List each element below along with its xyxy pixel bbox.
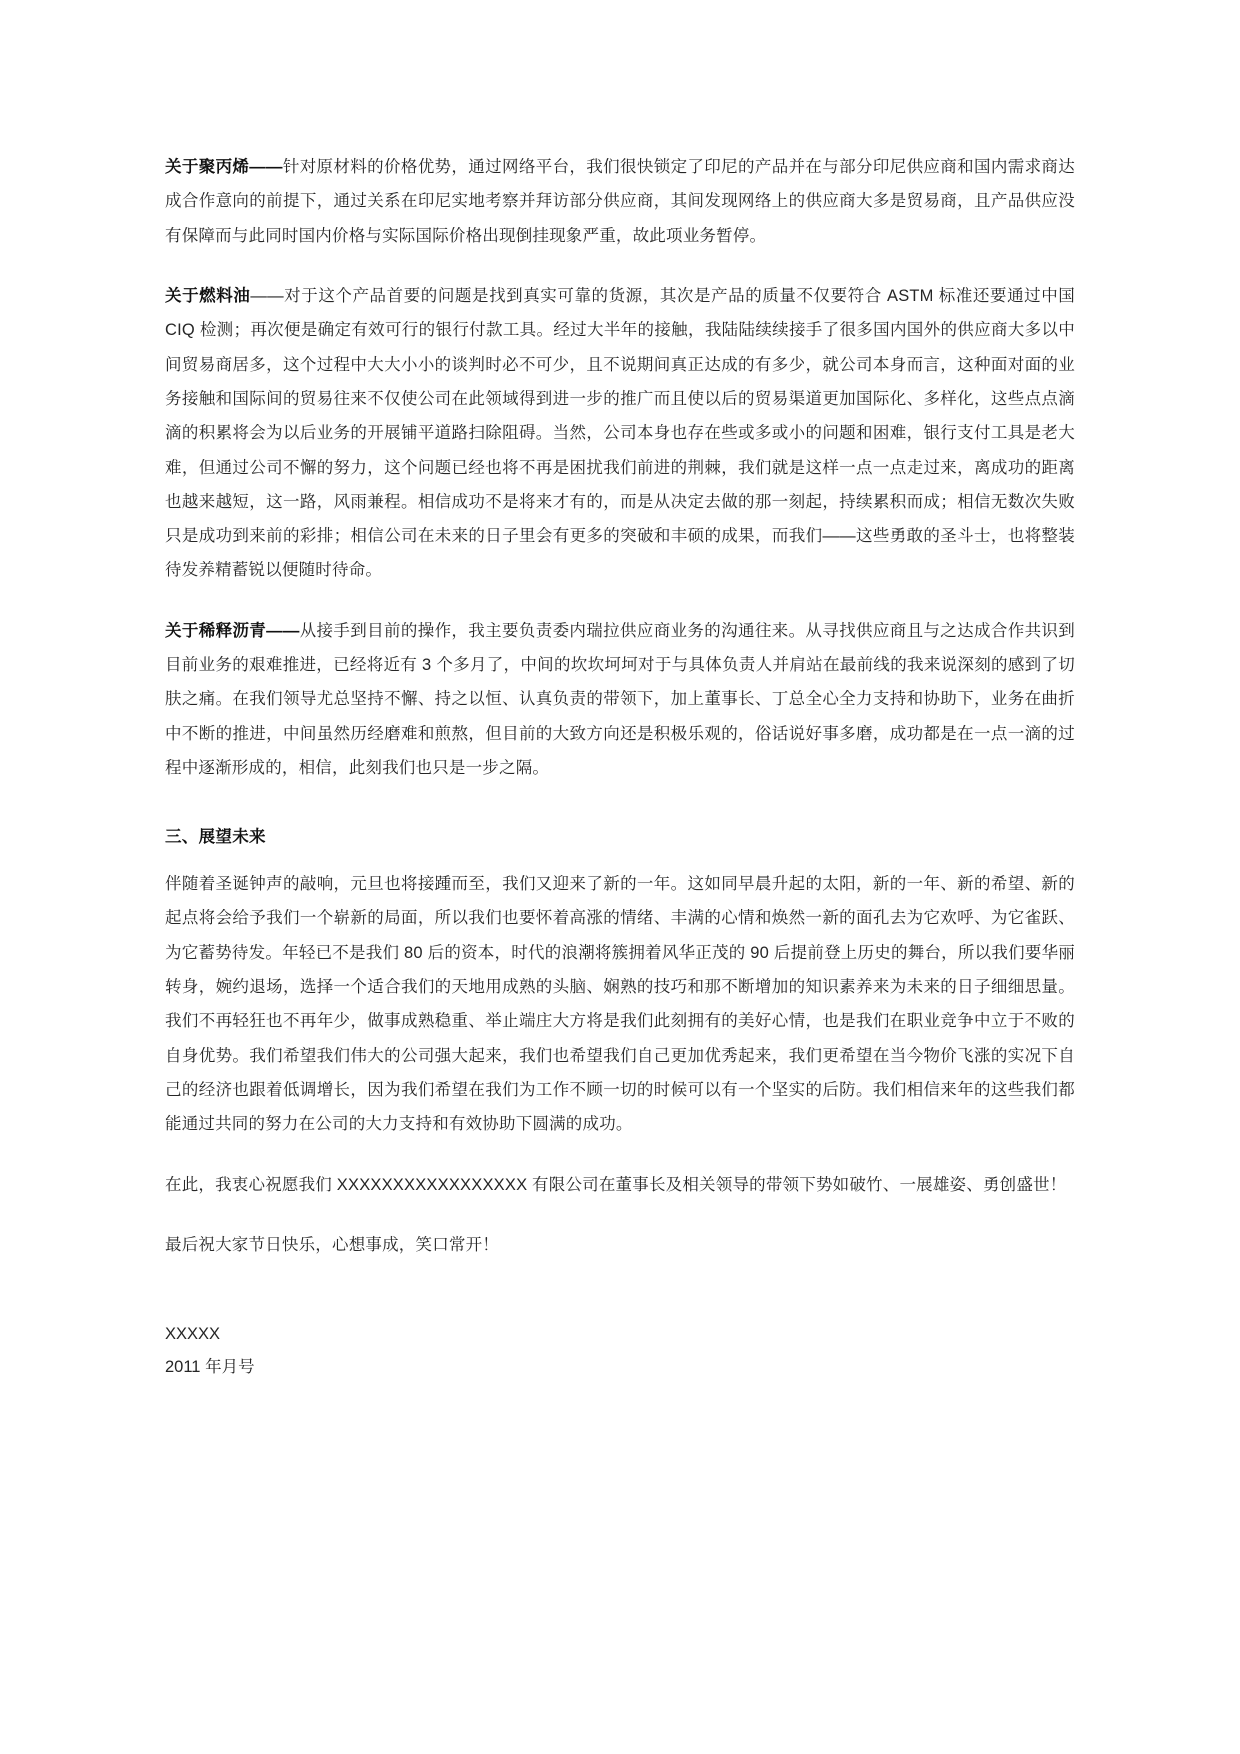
paragraph-lead-diluted-asphalt: 关于稀释沥青——	[165, 621, 300, 640]
paragraph-lead-fuel-oil: 关于燃料油	[165, 286, 251, 305]
paragraph-outlook-1: 伴随着圣诞钟声的敲响，元旦也将接踵而至，我们又迎来了新的一年。这如同早晨升起的太阳，新的一年、新的希望、新的起点将会给予我们一个崭新的局面，所以我们也要怀着高涨的情绪、丰满的心情和焕然一新的面孔去为它欢呼、为它雀跃、为它蓄势待发。年轻已不是我们 80 后的资本，时代的浪潮将簇拥着风华正茂的 90 后提前登上历史的舞台，所以我们要华丽转身，婉约退场，选择一个适合我们的天地用成熟的头脑、娴熟的技巧和那不断增加的知识素养来为未来的日子细细思量。我们不再轻狂也不再年少，做事成熟稳重、举止端庄大方将是我们此刻拥有的美好心情，也是我们在职业竞争中立于不败的自身优势。我们希望我们伟大的公司强大起来，我们也希望我们自己更加优秀起来，我们更希望在当今物价飞涨的实况下自己的经济也跟着低调增长，因为我们希望在我们为工作不顾一切的时候可以有一个坚实的后防。我们相信来年的这些我们都能通过共同的努力在公司的大力支持和有效协助下圆满的成功。	[165, 875, 1075, 1134]
section-heading-outlook: 三、展望未来	[165, 828, 266, 847]
paragraph-text-fuel-oil: ——对于这个产品首要的问题是找到真实可靠的货源，其次是产品的质量不仅要符合 ASTM 标准还要通过中国 CIQ 检测；再次便是确定有效可行的银行付款工具。经过大半年的接触，我陆陆续续接手了很多国内国外的供应商大多以中间贸易商居多，这个过程中大大小小的谈判时必不可少，且不说期间真正达成的有多少，就公司本身而言，这种面对面的业务接触和国际间的贸易往来不仅使公司在此领域得到进一步的推广而且使以后的贸易渠道更加国际化、多样化，这些点点滴滴的积累将会为以后业务的开展铺平道路扫除阻碍。当然，公司本身也存在些或多或小的问题和困难，银行支付工具是老大难，但通过公司不懈的努力，这个问题已经也将不再是困扰我们前进的荆棘，我们就是这样一点一点走过来，离成功的距离也越来越短，这一路，风雨兼程。相信成功不是将来才有的，而是从决定去做的那一刻起，持续累积而成；相信无数次失败只是成功到来前的彩排；相信公司在未来的日子里会有更多的突破和丰硕的成果，而我们——这些勇敢的圣斗士，也将整装待发养精蓄锐以便随时待命。	[165, 286, 1076, 580]
paragraph-polypropylene	[165, 150, 1075, 253]
signature-date: 2011 年月号	[165, 1358, 255, 1377]
paragraph-fuel-oil	[165, 279, 1075, 588]
paragraph-lead-polypropylene: 关于聚丙烯——	[165, 158, 283, 176]
paragraph-diluted-asphalt	[165, 614, 1075, 786]
document-body	[165, 150, 1075, 1384]
signature-block	[165, 1318, 1075, 1384]
paragraph-text-diluted-asphalt: 从接手到目前的操作，我主要负责委内瑞拉供应商业务的沟通往来。从寻找供应商且与之达成合作共识到目前业务的艰难推进，已经将近有 3 个多月了，中间的坎坎坷坷对于与具体负责人并肩站在最前线的我来说深刻的感到了切肤之痛。在我们领导尤总坚持不懈、持之以恒、认真负责的带领下，加上董事长、丁总全心全力支持和协助下，业务在曲折中不断的推进，中间虽然历经磨难和煎熬，但目前的大致方向还是积极乐观的，俗话说好事多磨，成功都是在一点一滴的过程中逐渐形成的，相信，此刻我们也只是一步之隔。	[165, 621, 1075, 777]
paragraph-text-polypropylene: 针对原材料的价格优势，通过网络平台，我们很快锁定了印尼的产品并在与部分印尼供应商和国内需求商达成合作意向的前提下，通过关系在印尼实地考察并拜访部分供应商，其间发现网络上的供应商大多是贸易商，且产品供应没有保障而与此同时国内价格与实际国际价格出现倒挂现象严重，故此项业务暂停。	[165, 158, 1075, 245]
paragraph-outlook-3: 最后祝大家节日快乐，心想事成，笑口常开！	[165, 1235, 499, 1254]
paragraph-outlook-2: 在此，我衷心祝愿我们 XXXXXXXXXXXXXXXXX 有限公司在董事长及相关领导的带领下势如破竹、一展雄姿、勇创盛世！	[165, 1175, 1067, 1194]
signature-name: XXXXX	[165, 1325, 221, 1344]
